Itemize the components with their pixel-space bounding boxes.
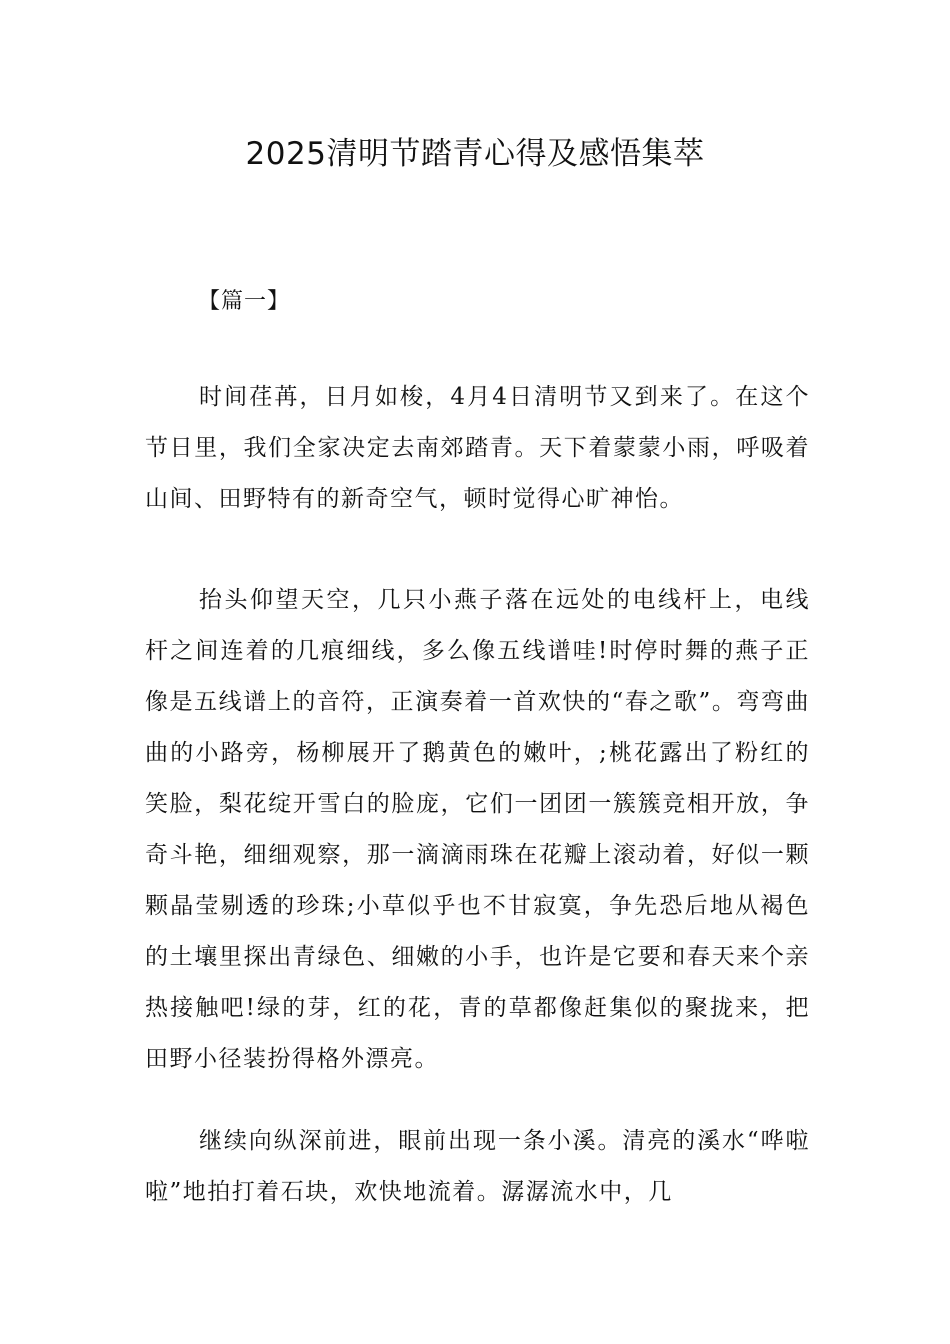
paragraph-1: 时间荏苒，日月如梭，4月4日清明节又到来了。在这个节日里，我们全家决定去南郊踏青。天下着蒙蒙小雨，呼吸着山间、田野特有的新奇空气，顿时觉得心旷神怡。	[145, 384, 810, 512]
document-title: 2025清明节踏青心得及感悟集萃	[245, 136, 705, 172]
paragraph-2: 抬头仰望天空，几只小燕子落在远处的电线杆上，电线杆之间连着的几痕细线，多么像五线谱哇!时停时舞的燕子正像是五线谱上的音符，正演奏着一首欢快的“春之歌”。弯弯曲曲的小路旁，杨柳展开了鹅黄色的嫩叶，;桃花露出了粉红的笑脸，梨花绽开雪白的脸庞，它们一团团一簇簇竞相开放，争奇斗艳，细细观察，那一滴滴雨珠在花瓣上滚动着，好似一颗颗晶莹剔透的珍珠;小草似乎也不甘寂寞，争先恐后地从褐色的土壤里探出青绿色、细嫩的小手，也许是它要和春天来个亲热接触吧!绿的芽，红的花，青的草都像赶集似的聚拢来，把田野小径装扮得格外漂亮。	[145, 587, 810, 1072]
paragraph-3: 继续向纵深前进，眼前出现一条小溪。清亮的溪水“哗啦啦”地拍打着石块，欢快地流着。潺潺流水中，几	[145, 1128, 810, 1205]
section-label: 【篇一】	[198, 289, 291, 314]
